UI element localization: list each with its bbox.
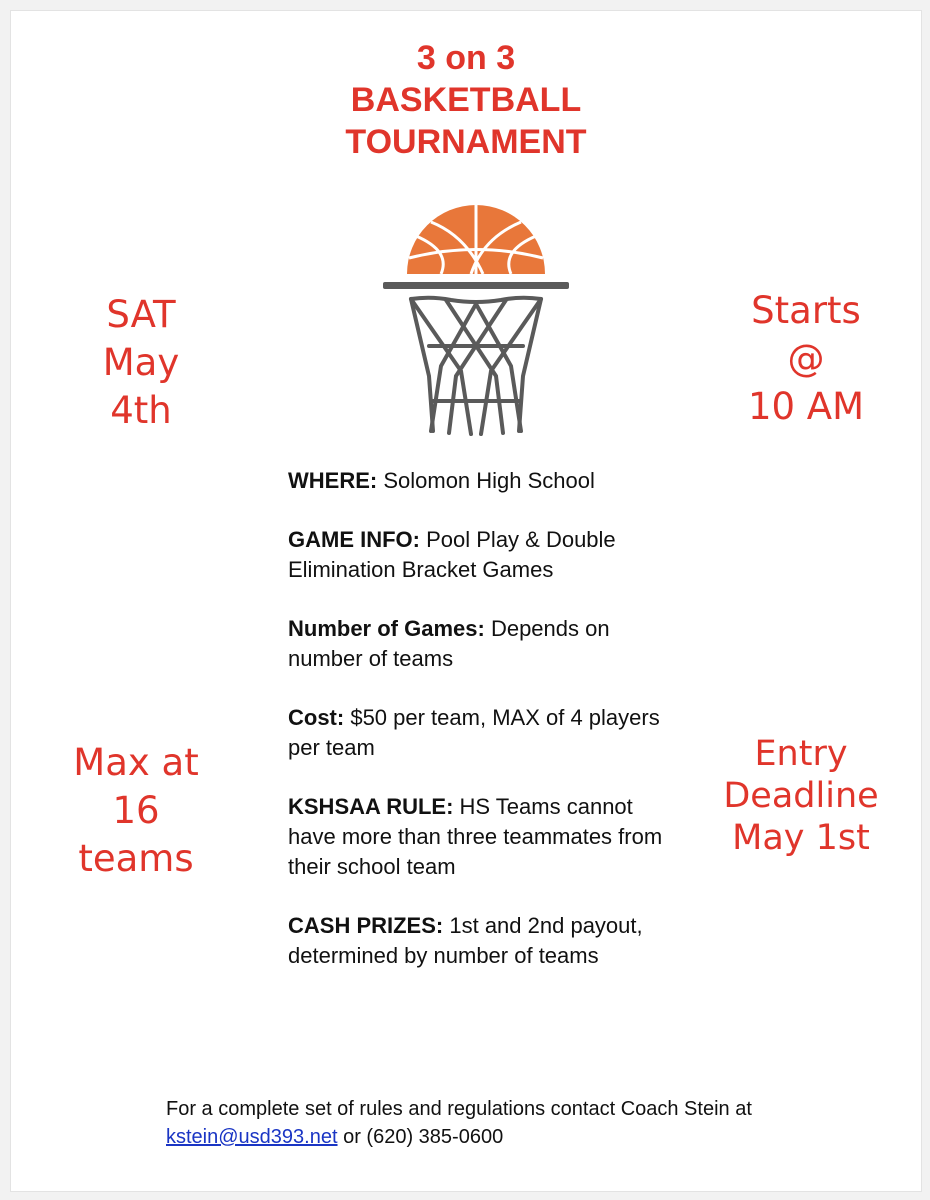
net-icon bbox=[411, 298, 541, 434]
footer-contact-line bbox=[166, 1123, 866, 1151]
detail-where-text: Solomon High School bbox=[377, 468, 595, 493]
deadline-line-1: Entry bbox=[754, 734, 848, 774]
detail-cost-label: Cost: bbox=[288, 705, 345, 730]
rim-icon bbox=[383, 282, 569, 289]
title-line-2: BASKETBALL bbox=[350, 81, 582, 119]
deadline-line-2: Deadline bbox=[723, 776, 879, 816]
detail-kshsaa-rule bbox=[288, 792, 678, 882]
detail-cash-prizes-label: CASH PRIZES: bbox=[288, 913, 444, 938]
basketball-icon bbox=[407, 205, 545, 274]
footer-text: For a complete set of rules and regulations contact Coach Stein at bbox=[166, 1098, 752, 1120]
max-label: Max at bbox=[73, 741, 199, 784]
detail-cost bbox=[288, 703, 678, 763]
date-day: SAT bbox=[106, 293, 176, 336]
title-line-1: 3 on 3 bbox=[416, 39, 516, 77]
event-date bbox=[51, 291, 231, 435]
page-title bbox=[11, 37, 921, 163]
detail-kshsaa-rule-label: KSHSAA RULE: bbox=[288, 794, 454, 819]
time-value: 10 AM bbox=[747, 385, 865, 428]
tournament-details bbox=[288, 466, 678, 1000]
contact-footer bbox=[166, 1095, 866, 1151]
title-line-3: TOURNAMENT bbox=[345, 123, 587, 161]
date-month: May bbox=[102, 341, 180, 384]
detail-game-info bbox=[288, 525, 678, 585]
detail-cash-prizes bbox=[288, 911, 678, 971]
email-link[interactable]: kstein@usd393.net bbox=[166, 1126, 338, 1148]
detail-cost-text: $50 per team, MAX of 4 players per team bbox=[288, 705, 660, 760]
max-teams bbox=[51, 739, 221, 883]
time-at: @ bbox=[787, 337, 825, 380]
detail-where-label: WHERE: bbox=[288, 468, 378, 493]
max-number: 16 bbox=[112, 789, 160, 832]
detail-where bbox=[288, 466, 678, 496]
basketball-hoop-icon bbox=[371, 196, 581, 446]
time-label: Starts bbox=[751, 289, 861, 332]
deadline-date: May 1st bbox=[732, 818, 870, 858]
detail-number-of-games bbox=[288, 614, 678, 674]
start-time bbox=[706, 287, 906, 431]
detail-game-info-label: GAME INFO: bbox=[288, 527, 420, 552]
flyer-page bbox=[10, 10, 922, 1192]
detail-cash-prizes-text: 1st and 2nd payout, determined by number of teams bbox=[288, 913, 643, 968]
max-unit: teams bbox=[78, 837, 194, 880]
detail-kshsaa-rule-text: HS Teams cannot have more than three teammates from their school team bbox=[288, 794, 663, 879]
detail-game-info-text: Pool Play & Double Elimination Bracket Games bbox=[288, 527, 616, 582]
detail-number-of-games-label: Number of Games: bbox=[288, 616, 485, 641]
entry-deadline bbox=[711, 733, 891, 859]
detail-number-of-games-text: Depends on number of teams bbox=[288, 616, 610, 671]
date-number: 4th bbox=[110, 389, 172, 432]
phone-number: or (620) 385-0600 bbox=[337, 1126, 504, 1148]
